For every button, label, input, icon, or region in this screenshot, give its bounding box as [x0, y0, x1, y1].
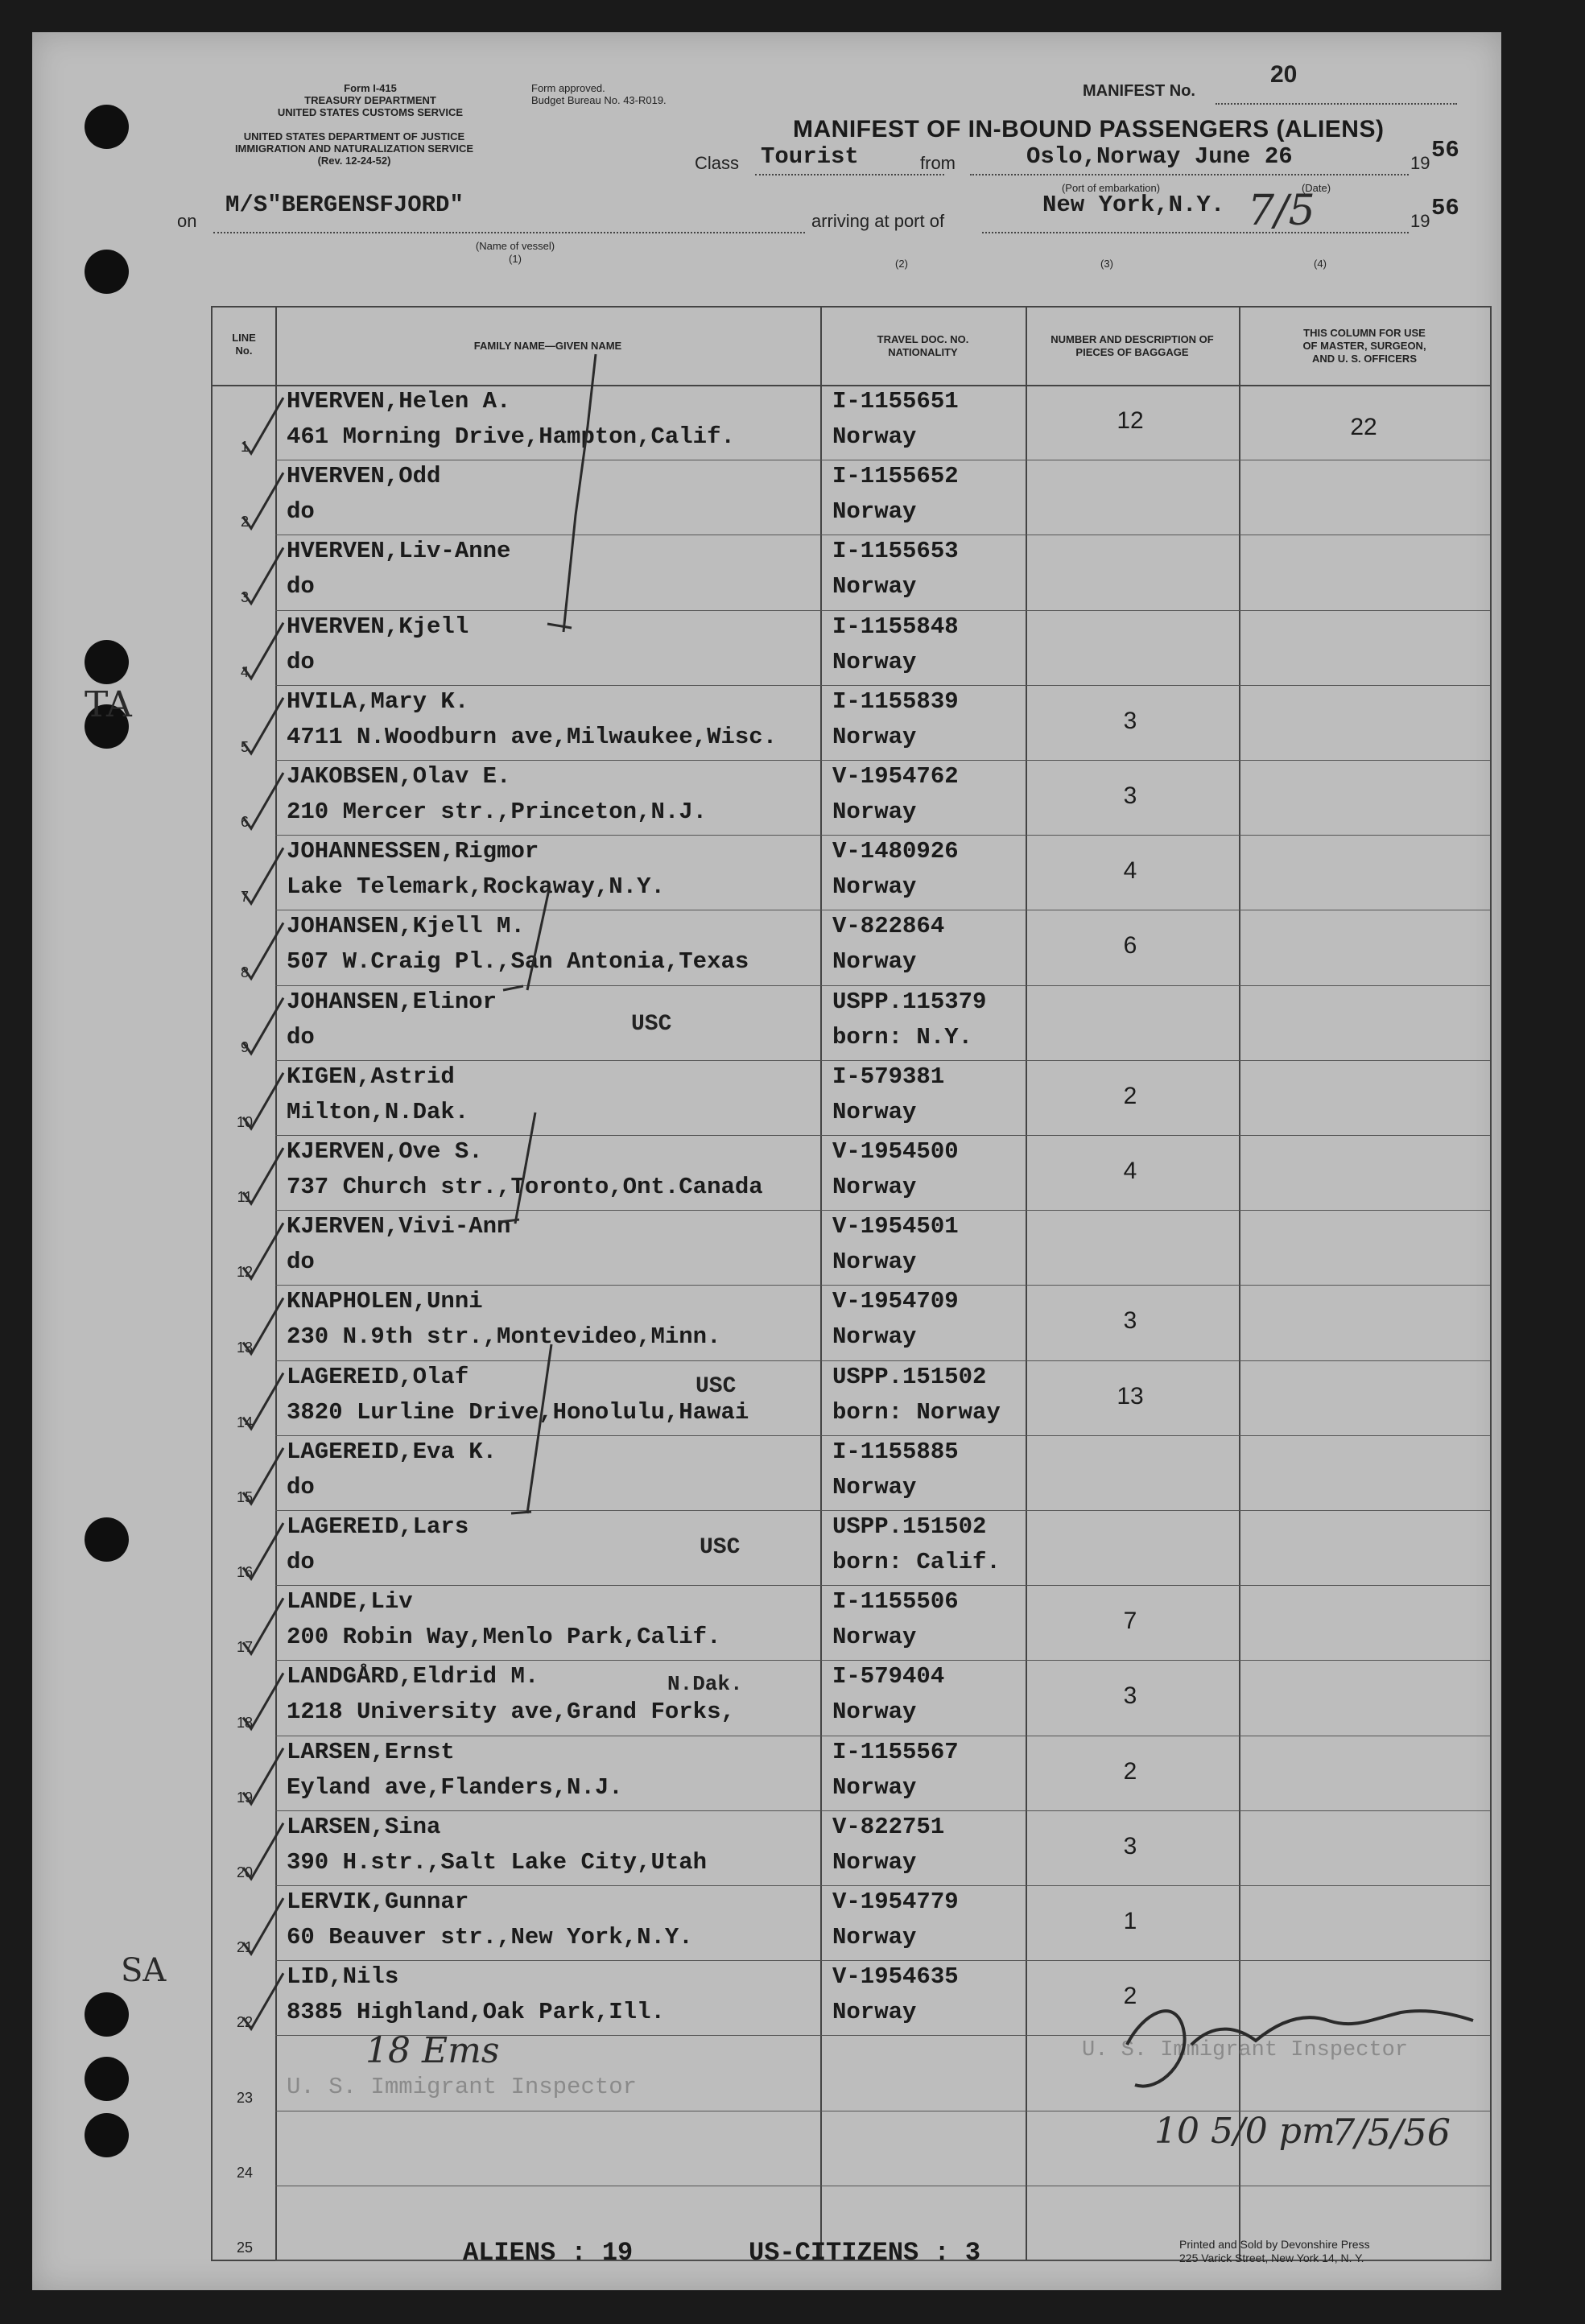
line-number: 12 [236, 1264, 254, 1281]
line-number: 5 [240, 739, 249, 755]
line-number: 11 [237, 1189, 253, 1206]
passenger-name: JOHANNESSEN,Rigmor [287, 838, 539, 865]
travel-doc-number: I-579404 [832, 1663, 945, 1690]
passenger-name: JAKOBSEN,Olav E. [287, 763, 511, 790]
margin-note-sa: SA [121, 1952, 167, 1989]
manifest-no-label: MANIFEST No. [1083, 82, 1195, 100]
binder-hole [85, 105, 129, 149]
binder-hole [85, 2113, 129, 2157]
vessel-caption: (Name of vessel) [475, 240, 555, 252]
line-number: 18 [236, 1714, 254, 1731]
line-number: 21 [236, 1939, 254, 1956]
line-number: 1 [240, 439, 249, 456]
passenger-address: Milton,N.Dak. [287, 1098, 469, 1125]
nationality: Norway [832, 948, 917, 976]
passenger-address: do [287, 498, 315, 526]
manifest-table [211, 306, 1492, 2261]
line-number: 16 [236, 1564, 254, 1581]
passenger-address: 461 Morning Drive,Hampton,Calif. [287, 423, 735, 450]
passenger-name: HVERVEN,Odd [287, 463, 441, 490]
line-number: 7 [240, 889, 249, 906]
binder-hole [85, 1517, 129, 1562]
vessel-name: M/S"BERGENSFJORD" [225, 192, 464, 218]
nationality: Norway [832, 1098, 917, 1125]
line-number: 25 [236, 2239, 254, 2256]
passenger-address: U. S. Immigrant Inspector [287, 2074, 638, 2101]
passenger-name: HVERVEN,Liv-Anne [287, 538, 511, 565]
column-divider [820, 308, 822, 2260]
line-number: 23 [236, 2089, 254, 2106]
row-divider [275, 1810, 1490, 1811]
usc-annotation: USC [700, 1535, 741, 1560]
approval-note: Form approved. Budget Bureau No. 43-R019. [531, 82, 667, 106]
line-number: 20 [236, 1864, 254, 1880]
on-label: on [177, 211, 197, 231]
passenger-name: JOHANSEN,Elinor [287, 988, 497, 1015]
line-number: 15 [236, 1489, 254, 1505]
passenger-address: do [287, 1023, 315, 1051]
baggage-count: 4 [1123, 1158, 1137, 1184]
nationality: Norway [832, 1249, 917, 1276]
passenger-address: 210 Mercer str.,Princeton,N.J. [287, 799, 708, 825]
inspection-time: 10 5/0 pm [1154, 2111, 1335, 2152]
officer-note: 22 [1350, 414, 1377, 440]
nationality: Norway [832, 1999, 917, 2026]
passenger-name: LAGEREID,Lars [287, 1513, 469, 1540]
header-divider [213, 385, 1490, 386]
line-number: 22 [236, 2014, 254, 2031]
row-divider [275, 1585, 1490, 1586]
line-number: 14 [236, 1414, 254, 1430]
travel-doc-number: V-1954500 [832, 1138, 959, 1165]
baggage-count: 2 [1123, 1757, 1137, 1785]
year-1: 56 [1431, 137, 1459, 163]
travel-doc-number: USPP.151502 [832, 1363, 987, 1390]
passenger-name: JOHANSEN,Kjell M. [287, 913, 525, 940]
row-divider [275, 1885, 1490, 1886]
baggage-count: 2 [1123, 1983, 1137, 2010]
passenger-name: LANDE,Liv [287, 1588, 413, 1616]
passenger-address: do [287, 1249, 315, 1276]
travel-doc-number: I-1155885 [832, 1438, 959, 1465]
passenger-address: 230 N.9th str.,Montevideo,Minn. [287, 1323, 721, 1351]
passenger-address: 3820 Lurline Drive,Honolulu,Hawai [287, 1398, 749, 1426]
vessel-caption-number: (1) [509, 253, 522, 265]
manifest-title: MANIFEST OF IN-BOUND PASSENGERS (ALIENS) [793, 116, 1385, 142]
passenger-name: LARSEN,Ernst [287, 1738, 455, 1765]
line-number: 13 [236, 1339, 254, 1356]
nationality: born: Calif. [832, 1549, 1001, 1575]
row-divider [275, 1510, 1490, 1511]
row-divider [275, 1060, 1490, 1061]
passenger-address: 507 W.Craig Pl.,San Antonia,Texas [287, 948, 749, 976]
row-divider [275, 1210, 1490, 1211]
travel-doc-number: I-1155848 [832, 613, 959, 640]
travel-doc-number: I-1155839 [832, 687, 959, 715]
column-number-4: (4) [1314, 258, 1327, 270]
row-divider [275, 985, 1490, 986]
nationality: Norway [832, 498, 917, 526]
inspection-date: 7/5/56 [1331, 2111, 1451, 2154]
travel-doc-number: V-822864 [832, 913, 945, 940]
passenger-address: do [287, 648, 315, 675]
travel-doc-number: USPP.115379 [832, 988, 987, 1015]
usc-annotation: USC [631, 1012, 672, 1037]
nationality: Norway [832, 1924, 917, 1950]
margin-note-ta: TA [85, 684, 132, 725]
travel-doc-number: I-579381 [832, 1063, 945, 1090]
arriving-label: arriving at port of [811, 211, 945, 231]
column-header-doc: TRAVEL DOC. NO. NATIONALITY [877, 333, 969, 358]
row-divider [275, 1135, 1490, 1136]
passenger-name: KJERVEN,Vivi-Ann [287, 1213, 511, 1240]
baggage-count: 3 [1123, 1307, 1137, 1335]
passenger-address: do [287, 573, 315, 601]
travel-doc-number: I-1155652 [832, 463, 959, 490]
class-value: Tourist [761, 143, 859, 170]
row-divider [275, 610, 1490, 611]
nationality: born: N.Y. [832, 1023, 973, 1051]
passenger-name: KJERVEN,Ove S. [287, 1138, 483, 1165]
passenger-address: do [287, 1549, 315, 1575]
baggage-count: 3 [1123, 707, 1137, 734]
travel-doc-number: V-1954501 [832, 1213, 959, 1240]
column-divider [1026, 308, 1027, 2260]
vessel-line [213, 232, 805, 233]
nationality: Norway [832, 1323, 917, 1351]
baggage-count: 12 [1117, 407, 1144, 434]
column-divider [275, 308, 277, 2260]
year-2: 56 [1431, 195, 1459, 221]
passenger-name: HVERVEN,Helen A. [287, 388, 511, 415]
year-prefix-1: 19 [1410, 153, 1430, 173]
binder-hole [85, 250, 129, 294]
line-number: 8 [240, 964, 249, 980]
aliens-total: ALIENS : 19 [463, 2238, 634, 2268]
passenger-name: HVILA,Mary K. [287, 687, 469, 715]
baggage-count: 3 [1123, 1832, 1137, 1860]
justice-department-block: UNITED STATES DEPARTMENT OF JUSTICE IMMIGRATION AND NATURALIZATION SERVICE (Rev. 12-24-52) [234, 130, 474, 167]
baggage-count: 2 [1123, 1082, 1137, 1109]
baggage-count: 7 [1123, 1608, 1137, 1635]
nationality: Norway [832, 1473, 917, 1500]
travel-doc-number: I-1155506 [832, 1588, 959, 1616]
row-divider [275, 1285, 1490, 1286]
binder-hole [85, 1992, 129, 2037]
passenger-name: LAGEREID,Eva K. [287, 1438, 497, 1465]
passenger-address: Eyland ave,Flanders,N.J. [287, 1773, 623, 1801]
line-number: 19 [236, 1789, 254, 1806]
passenger-address: 737 Church str.,Toronto,Ont.Canada [287, 1174, 763, 1200]
form-number-block: Form I-415 TREASURY DEPARTMENT UNITED STATES CUSTOMS SERVICE [277, 82, 464, 118]
column-divider [1239, 308, 1240, 2260]
row-divider [275, 835, 1490, 836]
baggage-count: 6 [1123, 932, 1137, 960]
nationality: Norway [832, 1174, 917, 1200]
manifest-no-line [1216, 103, 1457, 105]
passenger-name: LAGEREID,Olaf [287, 1363, 469, 1390]
arrival-port: New York,N.Y. [1042, 192, 1225, 218]
nationality: Norway [832, 723, 917, 750]
from-label: from [920, 153, 956, 173]
baggage-count: 13 [1117, 1382, 1144, 1410]
nationality: Norway [832, 423, 917, 450]
row-divider [275, 1960, 1490, 1961]
passenger-address: 200 Robin Way,Menlo Park,Calif. [287, 1624, 721, 1651]
baggage-count-note: 18 Ems [365, 2030, 500, 2071]
baggage-count: 4 [1123, 857, 1137, 885]
nationality: Norway [832, 1848, 917, 1876]
row-divider [275, 685, 1490, 686]
binder-hole [85, 640, 129, 684]
passenger-name: LID,Nils [287, 1963, 399, 1991]
arrival-date: 7/5 [1248, 187, 1315, 235]
line-number: 3 [240, 588, 249, 605]
passenger-name: LERVIK,Gunnar [287, 1889, 469, 1915]
us-citizens-total: US-CITIZENS : 3 [749, 2238, 981, 2268]
printer-imprint: Printed and Sold by Devonshire Press 225 Varick Street, New York 14, N. Y. [1179, 2238, 1370, 2264]
passenger-address: 4711 N.Woodburn ave,Milwaukee,Wisc. [287, 723, 778, 750]
travel-doc-number: V-1954779 [832, 1889, 959, 1915]
line-number: 24 [236, 2164, 254, 2181]
nationality: Norway [832, 1624, 917, 1651]
baggage-count: 1 [1123, 1908, 1137, 1934]
travel-doc-number: V-1954709 [832, 1288, 959, 1315]
passenger-address: 60 Beauver str.,New York,N.Y. [287, 1924, 693, 1950]
passenger-name: KNAPHOLEN,Unni [287, 1288, 483, 1315]
line-number: 9 [240, 1038, 249, 1055]
passenger-address: 8385 Highland,Oak Park,Ill. [287, 1999, 665, 2026]
row-divider [275, 1435, 1490, 1436]
port-caption: (Port of embarkation) [1061, 182, 1161, 194]
travel-doc-number: V-1480926 [832, 838, 959, 865]
passenger-address: 1218 University ave,Grand Forks, [287, 1699, 735, 1726]
arrival-line [982, 232, 1409, 233]
column-header-officers: THIS COLUMN FOR USE OF MASTER, SURGEON, AND U. S. OFFICERS [1302, 327, 1426, 365]
class-line [755, 174, 944, 175]
travel-doc-number: V-1954635 [832, 1963, 959, 1991]
class-label: Class [695, 153, 740, 173]
binder-hole [85, 2057, 129, 2101]
manifest-page [32, 32, 1501, 2290]
passenger-name: LARSEN,Sina [287, 1813, 441, 1840]
travel-doc-number: USPP.151502 [832, 1513, 987, 1540]
travel-doc-number: I-1155567 [832, 1738, 959, 1765]
passenger-name: LANDGÅRD,Eldrid M. [287, 1663, 539, 1690]
line-number: 10 [236, 1114, 254, 1130]
row-divider [275, 1660, 1490, 1661]
passenger-name: HVERVEN,Kjell [287, 613, 469, 640]
travel-doc-number: V-1954762 [832, 763, 959, 790]
row-divider [275, 1360, 1490, 1361]
from-value: Oslo,Norway June 26 [1026, 143, 1293, 170]
line-number: 17 [236, 1639, 254, 1656]
nationality: Norway [832, 799, 917, 825]
year-prefix-2: 19 [1410, 211, 1430, 231]
travel-doc-number: I-1155653 [832, 538, 959, 565]
nationality: Norway [832, 648, 917, 675]
column-header-name: FAMILY NAME—GIVEN NAME [473, 340, 622, 352]
nationality: Norway [832, 1699, 917, 1726]
from-line [970, 174, 1409, 175]
passenger-address: 390 H.str.,Salt Lake City,Utah [287, 1848, 708, 1876]
baggage-count: 3 [1123, 1682, 1137, 1710]
inspector-caption-typed: U. S. Immigrant Inspector [1082, 2038, 1409, 2062]
column-number-3: (3) [1100, 258, 1113, 270]
baggage-count: 3 [1123, 782, 1137, 809]
nationality: Norway [832, 573, 917, 601]
nationality: Norway [832, 873, 917, 901]
passenger-address: do [287, 1473, 315, 1500]
manifest-number: 20 [1270, 61, 1298, 88]
date-caption: (Date) [1301, 182, 1331, 194]
travel-doc-number: V-822751 [832, 1813, 945, 1840]
column-header-baggage: NUMBER AND DESCRIPTION OF PIECES OF BAGGAGE [1050, 333, 1214, 358]
nationality: born: Norway [832, 1398, 1001, 1426]
passenger-name: KIGEN,Astrid [287, 1063, 455, 1090]
line-number: 6 [240, 814, 249, 831]
passenger-address: Lake Telemark,Rockaway,N.Y. [287, 873, 665, 901]
ndak-annotation: N.Dak. [667, 1672, 743, 1696]
usc-annotation: USC [696, 1374, 737, 1399]
nationality: Norway [832, 1773, 917, 1801]
line-number: 2 [240, 514, 249, 530]
column-number-2: (2) [895, 258, 908, 270]
travel-doc-number: I-1155651 [832, 388, 959, 415]
line-number: 4 [240, 663, 249, 680]
row-divider [275, 760, 1490, 761]
column-header-line-no: LINE No. [232, 332, 256, 357]
